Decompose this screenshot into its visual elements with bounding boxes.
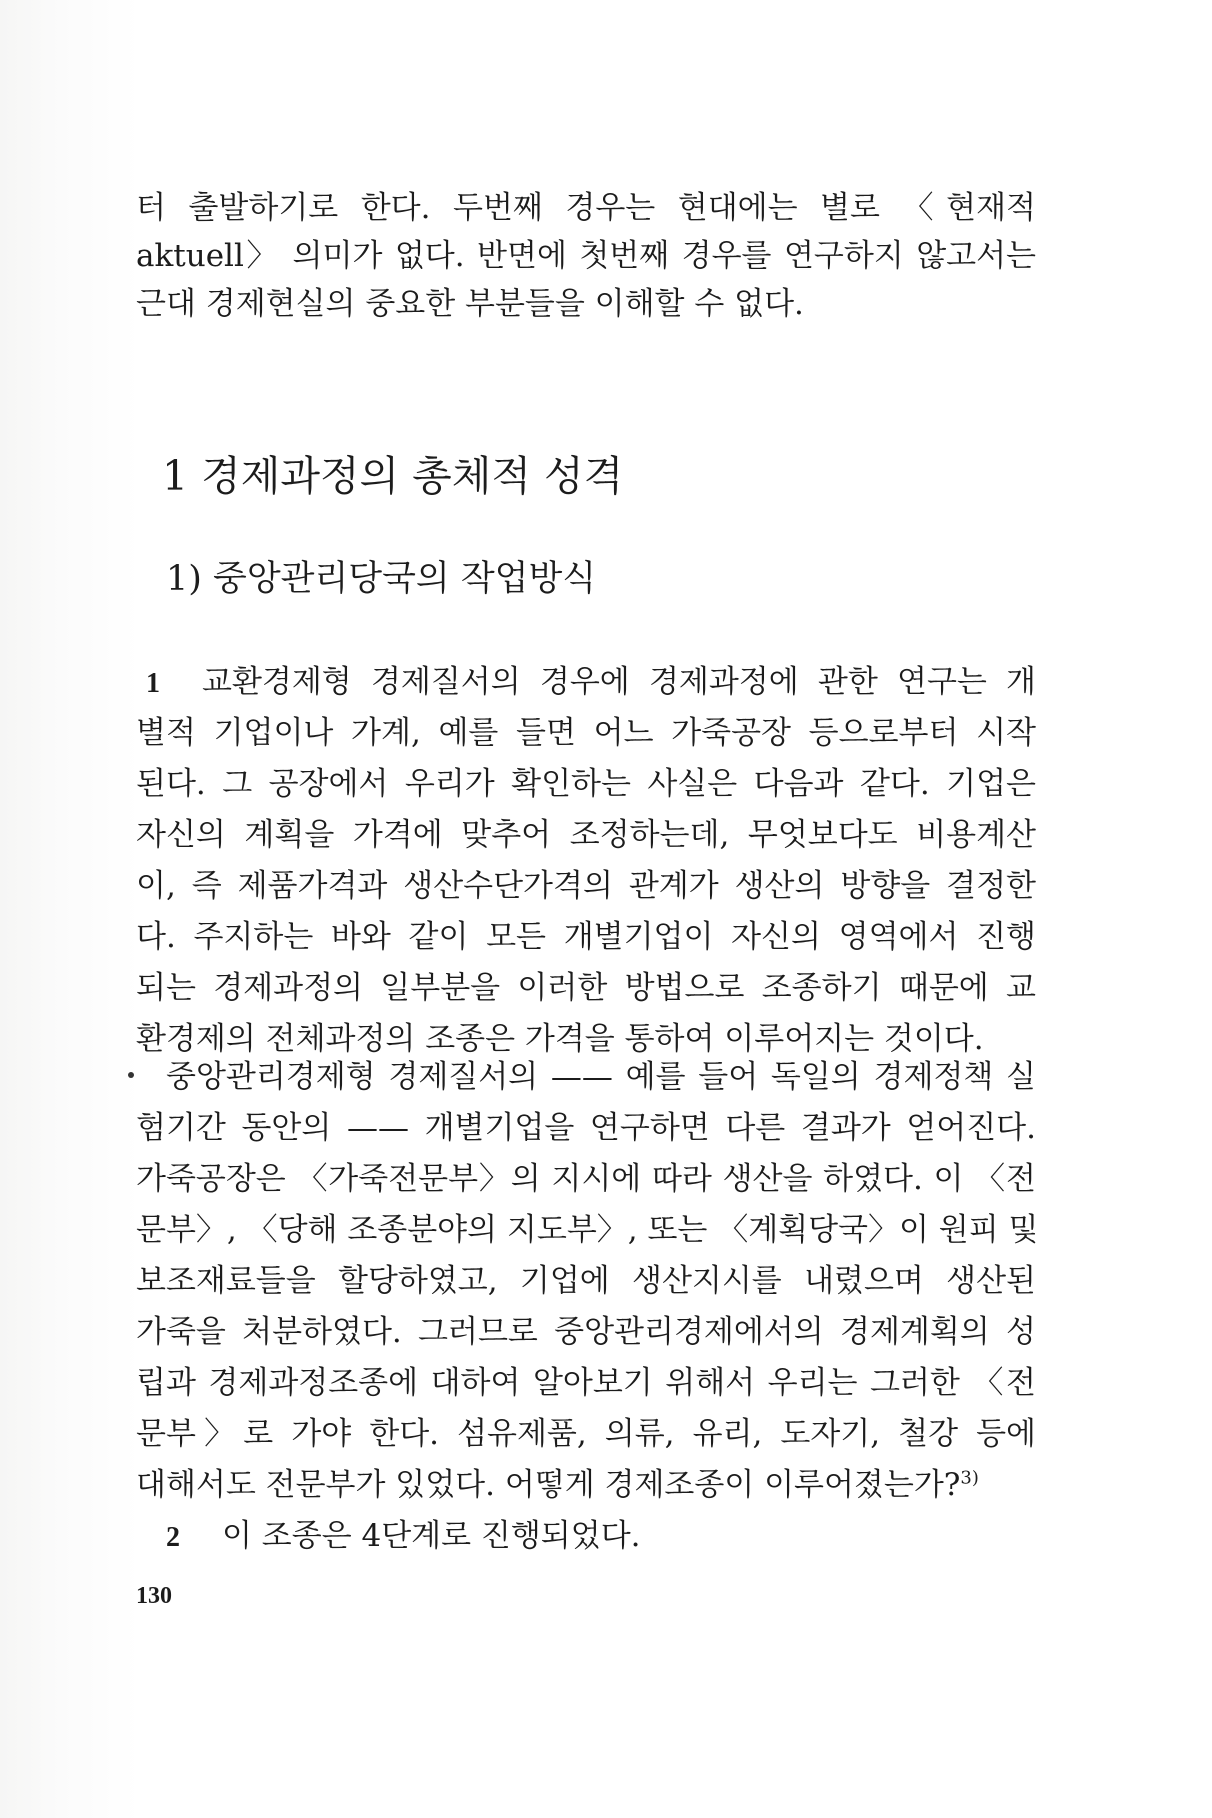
paragraph1-line-6: 다. 주지하는 바와 같이 모든 개별기업이 자신의 영역에서 진행	[136, 919, 1036, 955]
paragraph1-number: 1	[146, 668, 160, 699]
paragraph1-line-1	[146, 660, 1036, 706]
paragraph1-line-4: 자신의 계획을 가격에 맞추어 조정하는데, 무엇보다도 비용계산	[136, 817, 1036, 853]
footnote-reference: 3)	[960, 1467, 979, 1489]
margin-mark	[128, 1072, 134, 1078]
paragraph1-line-16: 문부〉로 가야 한다. 섬유제품, 의류, 유리, 도자기, 철강 등에	[136, 1416, 1036, 1452]
paragraph1-line-3: 된다. 그 공장에서 우리가 확인하는 사실은 다음과 같다. 기업은	[136, 766, 1036, 802]
paragraph1-line-13: 보조재료들을 할당하였고, 기업에 생산지시를 내렸으며 생산된	[136, 1263, 1036, 1299]
paragraph2-text: 이 조종은 4단계로 진행되었다.	[222, 1518, 641, 1554]
intro-line-1: 터 출발하기로 한다. 두번째 경우는 현대에는 별로 〈현재적	[136, 190, 1036, 226]
paragraph1-line-10: 험기간 동안의 —— 개별기업을 연구하면 다른 결과가 얻어진다.	[136, 1110, 1036, 1146]
paragraph1-line-7: 되는 경제과정의 일부분을 이러한 방법으로 조종하기 때문에 교	[136, 970, 1036, 1006]
paragraph1-line-12: 문부〉, 〈당해 조종분야의 지도부〉, 또는 〈계획당국〉이 원피 및	[136, 1212, 1039, 1248]
intro-line-3: 근대 경제현실의 중요한 부분들을 이해할 수 없다.	[136, 286, 804, 322]
paragraph2-line-1	[166, 1514, 1036, 1560]
paragraph1-line-9: 중앙관리경제형 경제질서의 —— 예를 들어 독일의 경제정책 실	[166, 1059, 1036, 1095]
page-number: 130	[136, 1583, 172, 1609]
paragraph1-line-1-text: 교환경제형 경제질서의 경우에 경제과정에 관한 연구는 개	[202, 664, 1036, 700]
paragraph1-line-11: 가죽공장은 〈가죽전문부〉의 지시에 따라 생산을 하였다. 이 〈전	[136, 1161, 1036, 1197]
paragraph1-line-14: 가죽을 처분하였다. 그러므로 중앙관리경제에서의 경제계획의 성	[136, 1314, 1036, 1350]
paragraph1-line-2: 별적 기업이나 가계, 예를 들면 어느 가죽공장 등으로부터 시작	[136, 715, 1036, 751]
intro-line-2: aktuell〉 의미가 없다. 반면에 첫번째 경우를 연구하지 않고서는	[136, 238, 1036, 274]
chapter-heading: 1 경제과정의 총체적 성격	[162, 452, 624, 500]
section-heading: 1) 중앙관리당국의 작업방식	[166, 559, 597, 599]
paragraph1-line-17	[136, 1463, 1036, 1507]
paragraph1-line-15: 립과 경제과정조종에 대하여 알아보기 위해서 우리는 그러한 〈전	[136, 1365, 1036, 1401]
paragraph1-line-8: 환경제의 전체과정의 조종은 가격을 통하여 이루어지는 것이다.	[136, 1021, 984, 1057]
paragraph1-line-17-text: 대해서도 전문부가 있었다. 어떻게 경제조종이 이루어졌는가?	[136, 1467, 961, 1503]
paragraph2-number: 2	[166, 1522, 180, 1553]
paragraph1-line-5: 이, 즉 제품가격과 생산수단가격의 관계가 생산의 방향을 결정한	[136, 868, 1036, 904]
